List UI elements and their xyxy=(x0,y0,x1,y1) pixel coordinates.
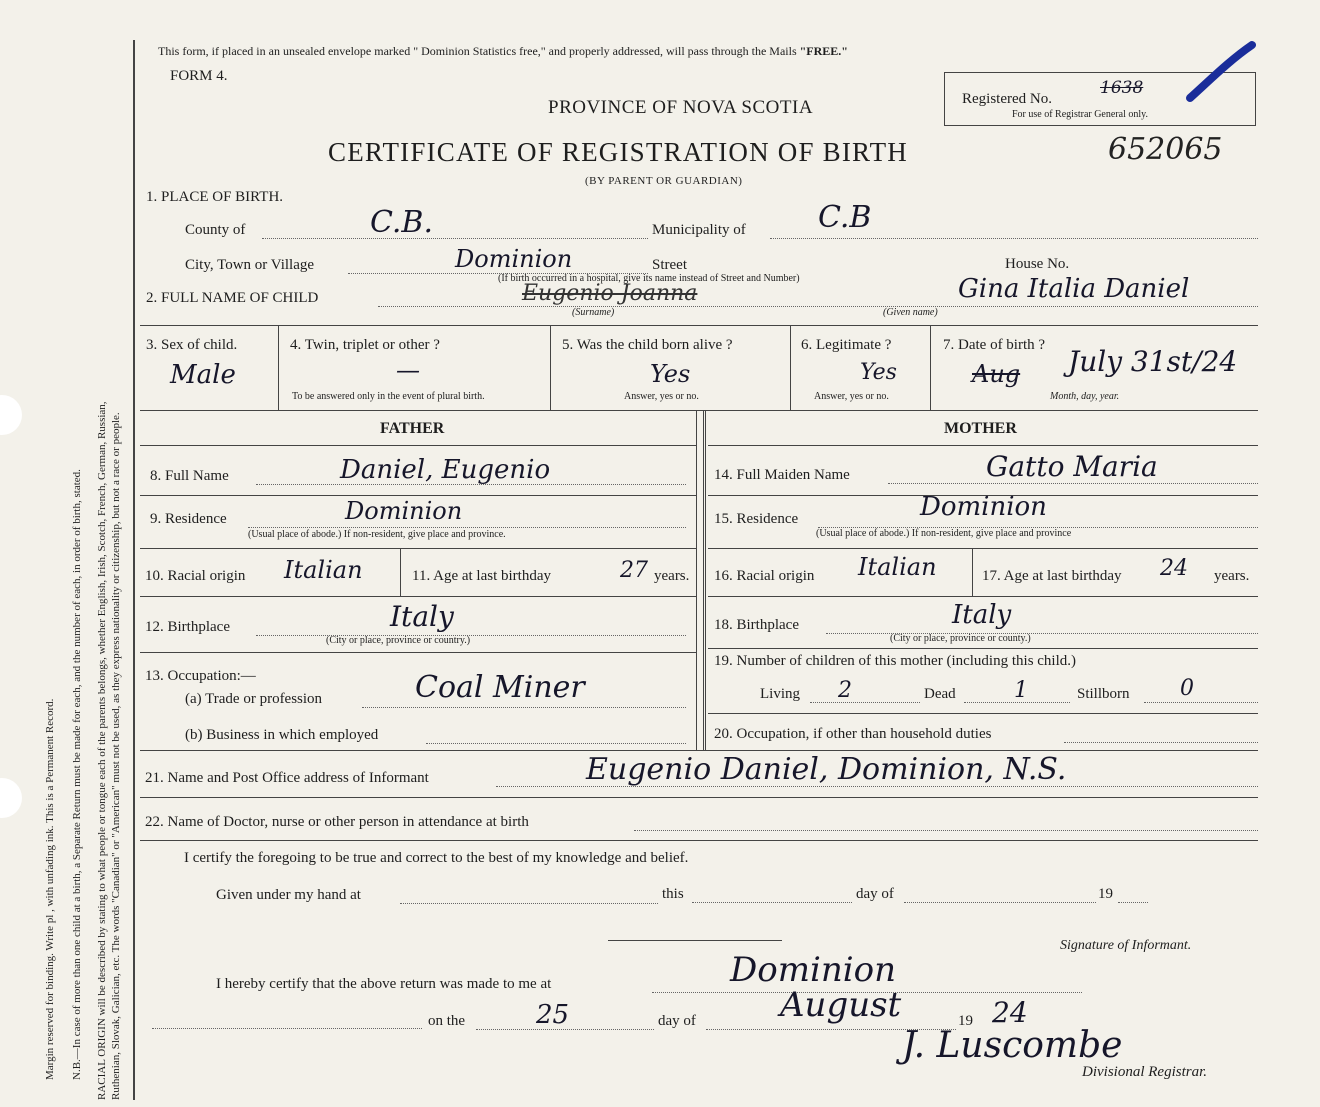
parents-center-divider-2 xyxy=(696,410,697,750)
father-business-label: (b) Business in which employed xyxy=(185,727,379,743)
house-label: House No. xyxy=(1005,256,1070,272)
father-birthplace-value: Italy xyxy=(390,600,454,633)
father-name-label: 8. Full Name xyxy=(150,468,229,484)
mother-residence-note: (Usual place of abode.) If non-resident, give place and province xyxy=(816,528,1072,539)
doctor-line xyxy=(634,830,1258,831)
year-line xyxy=(1118,902,1148,903)
father-residence-line xyxy=(248,527,686,528)
child-name-label: 2. FULL NAME OF CHILD xyxy=(146,290,319,306)
day-of-line xyxy=(904,902,1096,903)
margin-racial-note: RACIAL ORIGIN will be described by stating to what people or tongue each of the parents belongs, whether English, Irish, Scotch, French, German, Russian, xyxy=(96,401,108,1100)
surname-note: (Surname) xyxy=(572,307,615,318)
mother-residence-label: 15. Residence xyxy=(714,511,799,527)
punch-hole-bottom xyxy=(0,778,22,818)
father-trade-line xyxy=(362,707,686,708)
street-label: Street xyxy=(652,257,687,273)
living-label: Living xyxy=(760,686,800,702)
on-the-lead-line xyxy=(152,1028,422,1029)
given-label: Given under my hand at xyxy=(216,887,361,903)
county-value: C.B. xyxy=(370,205,434,240)
on-the-label: on the xyxy=(428,1013,466,1029)
father-age-label: 11. Age at last birthday xyxy=(412,568,551,584)
margin-nb-note: N.B.—In case of more than one child at a birth, a Separate Return must be made for each, and the number of each, in order of birth, stated. xyxy=(71,469,83,1080)
given-place-line xyxy=(400,903,658,904)
informant-signature-line xyxy=(608,940,782,941)
child-name-value: Gina Italia Daniel xyxy=(958,274,1190,304)
mother-rule-d xyxy=(708,596,1258,597)
father-birthplace-line xyxy=(256,635,686,636)
margin-racial-note-2: Ruthenian, Slovak, Galician, etc. The words "Canadian" or "American" must not be used, as they express nationality or citizenship, but not a race or people. xyxy=(110,412,122,1100)
page-title: CERTIFICATE OF REGISTRATION OF BIRTH xyxy=(328,137,908,167)
legit-label: 6. Legitimate ? xyxy=(801,337,892,353)
informant-rule xyxy=(140,797,1258,798)
hospital-note: (If birth occurred in a hospital, give its name instead of Street and Number) xyxy=(498,273,800,284)
father-trade-value: Coal Miner xyxy=(415,670,585,705)
county-label: County of xyxy=(185,222,246,238)
father-business-line xyxy=(426,743,686,744)
informant-signature-label: Signature of Informant. xyxy=(1060,938,1192,953)
father-residence-note: (Usual place of abode.) If non-resident, give place and province. xyxy=(248,529,506,540)
year-prefix-2: 19 xyxy=(958,1013,973,1029)
dob-value: July 31st/24 xyxy=(1068,345,1238,378)
page-subtitle: (BY PARENT OR GUARDIAN) xyxy=(585,175,743,187)
father-rule-e xyxy=(140,652,696,653)
father-residence-label: 9. Residence xyxy=(150,511,227,527)
year-value: 24 xyxy=(992,996,1028,1029)
alive-note: Answer, yes or no. xyxy=(624,391,699,402)
mother-race-value: Italian xyxy=(858,553,937,581)
registered-label: Registered No. xyxy=(962,91,1052,107)
divider-5 xyxy=(790,325,791,410)
margin-binding-note: Margin reserved for binding. Write pl , with unfading ink. This is a Permanent Record. xyxy=(44,698,56,1080)
twin-value: — xyxy=(396,356,420,384)
legit-note: Answer, yes or no. xyxy=(814,391,889,402)
father-rule-c xyxy=(140,548,696,549)
certify-statement: I certify the foregoing to be true and correct to the best of my knowledge and belief. xyxy=(184,850,689,866)
municipality-label: Municipality of xyxy=(652,222,746,238)
father-rule-d xyxy=(140,596,696,597)
mother-age-divider xyxy=(972,548,973,596)
twin-label: 4. Twin, triplet or other ? xyxy=(290,337,440,353)
city-label: City, Town or Village xyxy=(185,257,315,273)
father-rule-a xyxy=(140,445,696,446)
doctor-label: 22. Name of Doctor, nurse or other person in attendance at birth xyxy=(145,814,529,830)
dob-label: 7. Date of birth ? xyxy=(943,337,1046,353)
this-label: this xyxy=(662,886,684,902)
on-day-value: 25 xyxy=(536,1000,570,1030)
mother-rule-e xyxy=(708,648,1258,649)
father-name-value: Daniel, Eugenio xyxy=(340,455,551,485)
father-age-value: 27 xyxy=(620,558,648,583)
divider-6 xyxy=(930,325,931,410)
mother-age-value: 24 xyxy=(1160,556,1188,581)
alive-value: Yes xyxy=(650,360,691,388)
father-rule-b xyxy=(140,495,696,496)
registrar-signature: J. Luscombe xyxy=(902,1025,1123,1066)
father-race-label: 10. Racial origin xyxy=(145,568,246,584)
sex-label: 3. Sex of child. xyxy=(146,337,238,353)
mother-heading: MOTHER xyxy=(944,420,1017,437)
stillborn-line xyxy=(1144,702,1258,703)
row-top-rule xyxy=(140,325,1258,326)
father-birthplace-label: 12. Birthplace xyxy=(145,619,230,635)
hereby-place-value: Dominion xyxy=(730,950,896,990)
doctor-rule xyxy=(140,840,1258,841)
child-name-struck: Eugenio Joanna xyxy=(522,281,698,306)
given-name-note: (Given name) xyxy=(883,307,938,318)
mother-name-line xyxy=(888,483,1258,484)
this-day-line xyxy=(692,902,852,903)
living-value: 2 xyxy=(838,678,852,703)
registrar-label: Divisional Registrar. xyxy=(1082,1064,1208,1080)
dob-struck: Aug xyxy=(972,360,1021,388)
day-of-label-2: day of xyxy=(658,1013,696,1029)
father-race-value: Italian xyxy=(284,556,363,584)
mother-name-label: 14. Full Maiden Name xyxy=(714,467,850,483)
children-count-label: 19. Number of children of this mother (including this child.) xyxy=(714,653,1077,669)
form-left-border xyxy=(133,40,135,1100)
municipality-line xyxy=(770,238,1258,239)
legit-value: Yes xyxy=(860,360,897,385)
mother-occupation-line xyxy=(1064,742,1258,743)
parents-bottom-rule xyxy=(140,750,1258,751)
dob-note: Month, day, year. xyxy=(1050,391,1120,402)
dead-label: Dead xyxy=(924,686,956,702)
year-prefix: 19 xyxy=(1098,886,1113,902)
mother-birthplace-label: 18. Birthplace xyxy=(714,617,799,633)
mail-free: "FREE." xyxy=(799,44,848,58)
father-residence-value: Dominion xyxy=(345,497,463,525)
mother-occupation-label: 20. Occupation, if other than household duties xyxy=(714,726,992,742)
month-value: August xyxy=(780,985,902,1025)
divider-3 xyxy=(278,325,279,410)
child-name-line xyxy=(378,306,1258,307)
mother-years: years. xyxy=(1214,568,1250,584)
province-heading: PROVINCE OF NOVA SCOTIA xyxy=(548,97,814,118)
father-trade-label: (a) Trade or profession xyxy=(185,691,323,707)
mother-age-label: 17. Age at last birthday xyxy=(982,568,1122,584)
mother-name-value: Gatto Maria xyxy=(986,450,1158,483)
registrar-use-note: For use of Registrar General only. xyxy=(1012,109,1148,120)
mother-residence-value: Dominion xyxy=(920,492,1047,522)
informant-label: 21. Name and Post Office address of Informant xyxy=(145,770,429,786)
twin-note: To be answered only in the event of plural birth. xyxy=(292,391,485,402)
living-line xyxy=(810,702,920,703)
father-birthplace-note: (City or place, province or country.) xyxy=(326,635,471,646)
mother-rule-c xyxy=(708,548,1258,549)
day-of-label: day of xyxy=(856,886,894,902)
form-number: FORM 4. xyxy=(170,68,228,84)
hereby-statement: I hereby certify that the above return was made to me at xyxy=(216,976,552,992)
dead-value: 1 xyxy=(1014,678,1028,703)
stillborn-label: Stillborn xyxy=(1077,686,1130,702)
parents-center-divider xyxy=(703,410,706,750)
blue-check-mark xyxy=(1180,40,1260,110)
father-heading: FATHER xyxy=(380,420,445,437)
mother-rule-f xyxy=(708,713,1258,714)
father-years: years. xyxy=(654,568,690,584)
registration-number: 652065 xyxy=(1108,132,1223,167)
father-age-divider xyxy=(400,548,401,596)
city-value: Dominion xyxy=(455,245,573,273)
mother-birthplace-value: Italy xyxy=(952,600,1012,630)
mail-note: This form, if placed in an unsealed envelope marked " Dominion Statistics free," and properly addressed, will pass through the Mails "FREE." xyxy=(158,44,848,58)
county-line xyxy=(262,238,648,239)
alive-label: 5. Was the child born alive ? xyxy=(562,337,733,353)
punch-hole-top xyxy=(0,395,22,435)
father-occupation-label: 13. Occupation:— xyxy=(145,668,256,684)
registered-struck: 1638 xyxy=(1100,78,1144,98)
divider-4 xyxy=(550,325,551,410)
stillborn-value: 0 xyxy=(1180,676,1194,701)
row-bottom-rule xyxy=(140,410,1258,411)
mother-birthplace-note: (City or place, province or county.) xyxy=(890,633,1031,644)
mother-race-label: 16. Racial origin xyxy=(714,568,815,584)
informant-value: Eugenio Daniel, Dominion, N.S. xyxy=(586,752,1067,787)
sex-value: Male xyxy=(170,360,236,390)
mother-rule-a xyxy=(708,445,1258,446)
place-section: 1. PLACE OF BIRTH. xyxy=(146,189,284,205)
municipality-value: C.B xyxy=(818,200,872,235)
